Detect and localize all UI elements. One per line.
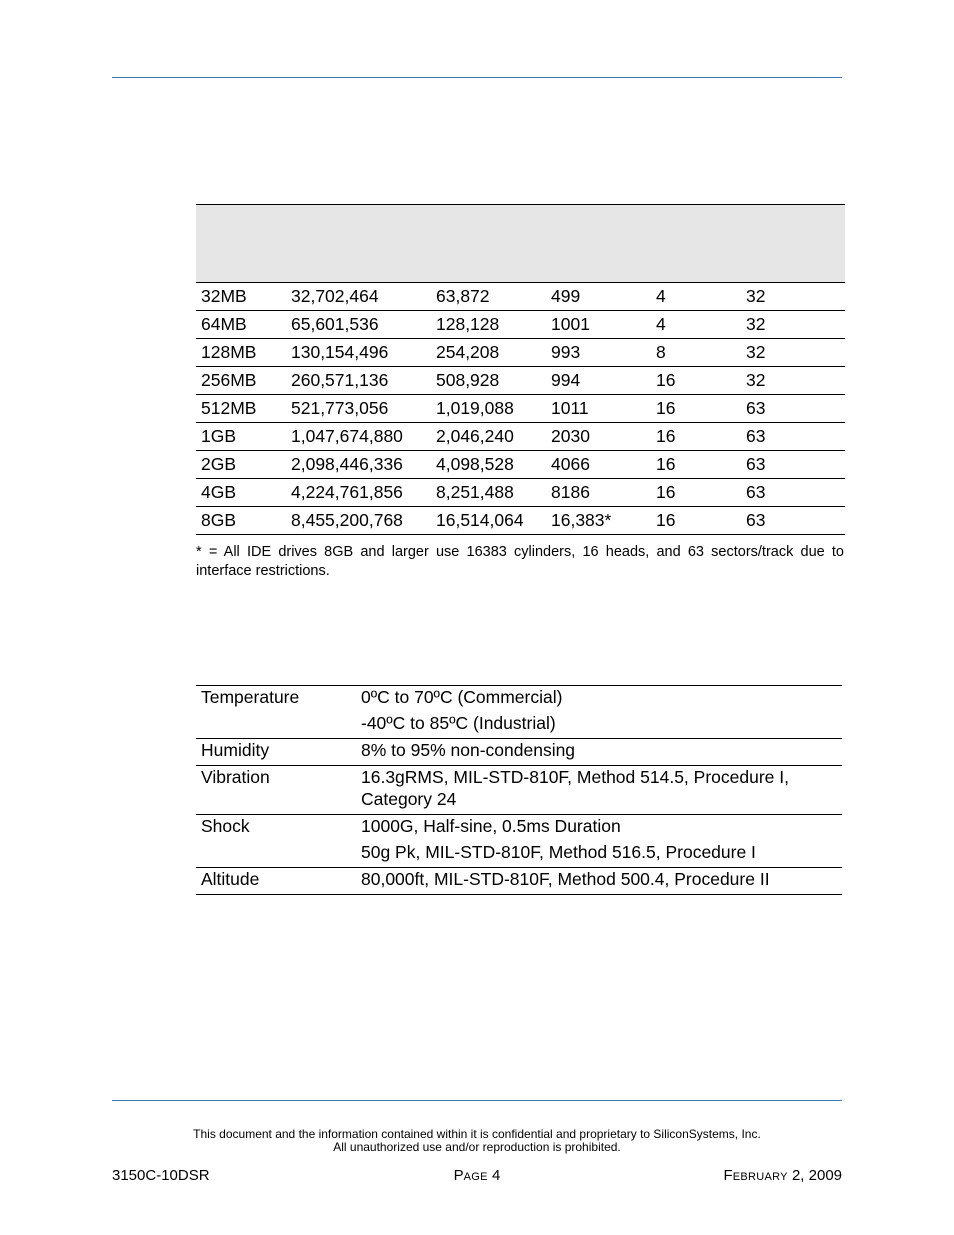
table-row: [196, 479, 845, 507]
table-cell: 63: [746, 398, 766, 418]
table-cell: 994: [551, 370, 581, 390]
page-label-initial: P: [453, 1167, 464, 1184]
header-rule: [112, 77, 842, 78]
table-cell: 1,019,088: [436, 398, 514, 418]
table-row: [196, 451, 845, 479]
table-cell: 254,208: [436, 342, 500, 362]
table-row: [196, 686, 842, 739]
table-cell: 63,872: [436, 286, 490, 306]
table-cell: 256MB: [201, 370, 257, 390]
table-cell: 8186: [551, 482, 590, 502]
page-label-rest: AGE: [463, 1171, 488, 1183]
table-cell: 4: [656, 314, 666, 334]
env-label: Temperature: [201, 687, 300, 707]
table-cell: 512MB: [201, 398, 257, 418]
table-row: [196, 815, 842, 868]
table-cell: 64MB: [201, 314, 247, 334]
confidentiality-line-1: This document and the information contained within it is confidential and proprietary to SiliconSystems, Inc.: [193, 1127, 761, 1141]
table-cell: 128,128: [436, 314, 500, 334]
table-cell: 993: [551, 342, 581, 362]
table-cell: 508,928: [436, 370, 500, 390]
table-cell: 32: [746, 370, 766, 390]
env-value: -40ºC to 85ºC (Industrial): [361, 713, 556, 733]
table-cell: 128MB: [201, 342, 257, 362]
table-cell: 16: [656, 454, 676, 474]
table-cell: 63: [746, 482, 766, 502]
env-values: [356, 766, 842, 814]
footer-rule: [112, 1100, 842, 1101]
table-cell: 4,098,528: [436, 454, 514, 474]
table-cell: 2,046,240: [436, 426, 514, 446]
env-value: 50g Pk, MIL-STD-810F, Method 516.5, Procedure I: [361, 842, 756, 862]
table-row: [196, 367, 845, 395]
table-cell: 8GB: [201, 510, 237, 530]
env-value: 80,000ft, MIL-STD-810F, Method 500.4, Procedure II: [361, 869, 770, 889]
env-value: 16.3gRMS, MIL-STD-810F, Method 514.5, Procedure I, Category 24: [361, 767, 789, 809]
table-row: [196, 739, 842, 766]
table-cell: 16: [656, 398, 676, 418]
table-cell: 521,773,056: [291, 398, 389, 418]
env-values: [356, 815, 842, 867]
table-cell: 1,047,674,880: [291, 426, 403, 446]
table-cell: 4: [656, 286, 666, 306]
table-cell: 16,514,064: [436, 510, 524, 530]
table-cell: 16: [656, 482, 676, 502]
page-number-value: 4: [491, 1167, 501, 1184]
table-cell: 4,224,761,856: [291, 482, 403, 502]
table-cell: 1001: [551, 314, 590, 334]
table-cell: 2030: [551, 426, 590, 446]
env-value: 0ºC to 70ºC (Commercial): [361, 687, 563, 707]
env-label: Altitude: [201, 869, 260, 889]
table-cell: 130,154,496: [291, 342, 389, 362]
document-number: 3150C-10DSR: [112, 1167, 210, 1184]
table-cell: 2GB: [201, 454, 237, 474]
env-value: 8% to 95% non-condensing: [361, 740, 576, 760]
table-row: [196, 868, 842, 895]
document-date: [724, 1167, 842, 1184]
confidentiality-line-2: All unauthorized use and/or reproduction is prohibited.: [333, 1140, 621, 1154]
table-cell: 8: [656, 342, 666, 362]
table-cell: 4GB: [201, 482, 237, 502]
table-cell: 8,251,488: [436, 482, 514, 502]
table-cell: 32: [746, 342, 766, 362]
table-row: [196, 395, 845, 423]
env-values: [356, 739, 842, 765]
capacity-table: [196, 204, 845, 535]
table-row: [196, 766, 842, 815]
env-values: [356, 686, 842, 738]
table-cell: 4066: [551, 454, 590, 474]
confidentiality-notice: [0, 1128, 954, 1154]
table-cell: 16: [656, 426, 676, 446]
table-cell: 16,383*: [551, 510, 612, 530]
table-cell: 8,455,200,768: [291, 510, 403, 530]
table-cell: 63: [746, 510, 766, 530]
table-row: [196, 283, 845, 311]
table-cell: 65,601,536: [291, 314, 379, 334]
table-cell: 63: [746, 426, 766, 446]
date-tail: 2, 2009: [791, 1167, 842, 1184]
table-cell: 1011: [551, 398, 589, 418]
env-label: Shock: [201, 816, 250, 836]
table-cell: 2,098,446,336: [291, 454, 403, 474]
table-cell: 32: [746, 286, 766, 306]
table-cell: 16: [656, 370, 676, 390]
table-row: [196, 339, 845, 367]
table-cell: 499: [551, 286, 581, 306]
date-initial: F: [723, 1167, 733, 1184]
env-label: Humidity: [201, 740, 270, 760]
table-cell: 32MB: [201, 286, 247, 306]
table-row: [196, 507, 845, 535]
table-cell: 63: [746, 454, 766, 474]
table-row: [196, 423, 845, 451]
table-cell: 1GB: [201, 426, 237, 446]
capacity-table-note: * = All IDE drives 8GB and larger use 16383 cylinders, 16 heads, and 63 sectors/track due to interface restrictions.: [196, 544, 844, 579]
capacity-table-header: [196, 204, 845, 283]
table-cell: 32,702,464: [291, 286, 379, 306]
date-rest: EBRUARY: [732, 1171, 788, 1183]
env-label: Vibration: [201, 767, 270, 787]
table-cell: 16: [656, 510, 676, 530]
table-row: [196, 311, 845, 339]
table-cell: 32: [746, 314, 766, 334]
capacity-table-body: [196, 283, 845, 535]
table-cell: 260,571,136: [291, 370, 389, 390]
env-values: [356, 868, 842, 894]
environmental-table: [196, 685, 842, 895]
env-value: 1000G, Half-sine, 0.5ms Duration: [361, 816, 621, 836]
